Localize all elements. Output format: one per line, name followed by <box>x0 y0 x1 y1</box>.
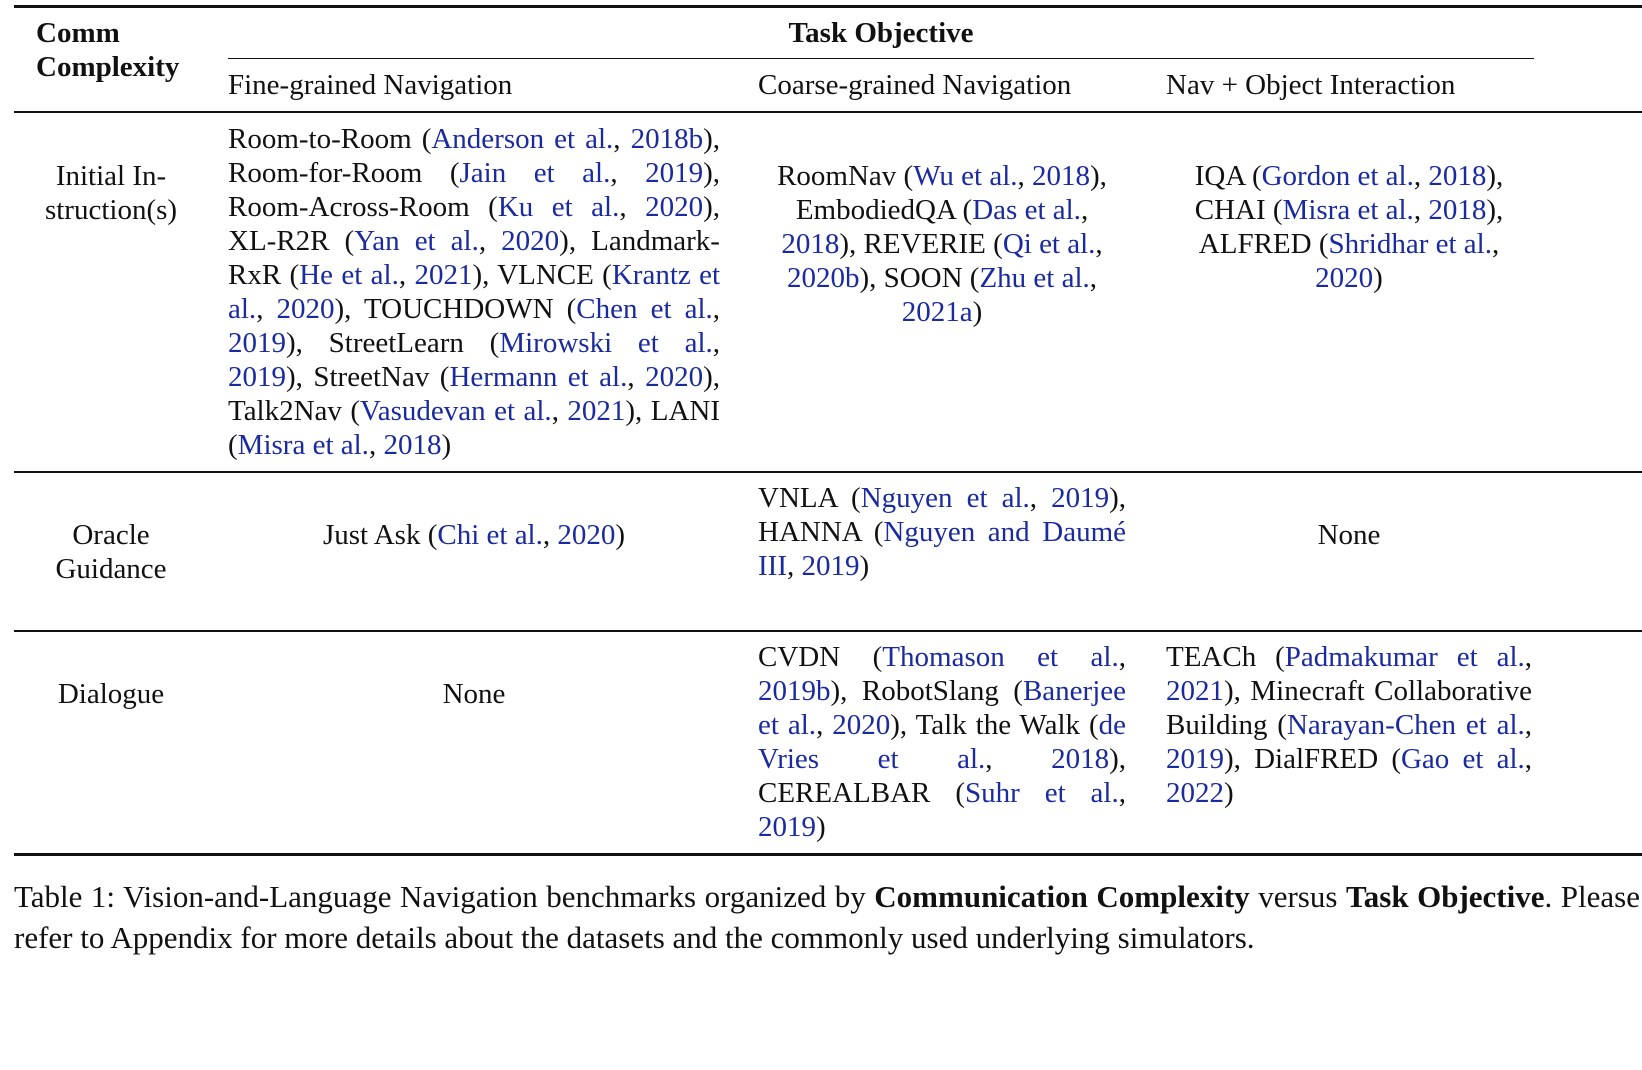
bottom-rule <box>14 853 1642 856</box>
cell-text: ) <box>1373 262 1383 294</box>
task-objective-header: Task Objective <box>788 17 974 49</box>
citation-link[interactable]: 2018 <box>1428 160 1487 192</box>
cell-text: , <box>627 361 646 393</box>
citation-link[interactable]: 2018 <box>383 429 442 461</box>
citation-link[interactable]: Nguyen and Daumé III <box>758 516 1126 582</box>
citation-link[interactable]: Qi et al. <box>1002 228 1096 260</box>
row-label-initial-instructions <box>14 159 208 227</box>
caption-text: Table 1: Vision-and-Language Navigation benchmarks organized by <box>14 879 875 914</box>
citation-link[interactable]: He et al. <box>299 259 399 291</box>
citation-link[interactable]: Nguyen et al. <box>860 482 1030 514</box>
cell-text: ), REVERIE ( <box>839 228 1003 260</box>
cell-text: , <box>1491 228 1500 260</box>
cell-text: IQA ( <box>1194 160 1262 192</box>
citation-link[interactable]: Narayan-Chen et al. <box>1286 709 1525 741</box>
column-header-fine-grained: Fine-grained Navigation <box>228 69 513 101</box>
row-label-line: Guidance <box>55 553 167 585</box>
cell-text: ), Room-Across-Room ( <box>228 157 721 223</box>
citation-link[interactable]: 2021a <box>901 296 973 328</box>
citation-link[interactable]: 2020 <box>1315 262 1374 294</box>
citation-link[interactable]: 2020 <box>645 191 704 223</box>
citation-link[interactable]: Shridhar et al. <box>1328 228 1492 260</box>
row-label-line: Dialogue <box>57 678 165 710</box>
cell-text: None <box>442 678 506 710</box>
citation-link[interactable]: Krantz et al. <box>228 259 721 325</box>
cell-text: ) <box>972 296 983 328</box>
cell-text: VNLA ( <box>758 482 861 514</box>
row-label-oracle-guidance <box>14 518 208 586</box>
cell-text: , <box>1413 160 1429 192</box>
cell-text: , <box>368 429 384 461</box>
cell-text: ), StreetLearn ( <box>286 327 500 359</box>
citation-link[interactable]: 2018 <box>1032 160 1091 192</box>
citation-link[interactable]: Chi et al. <box>437 519 543 551</box>
citation-link[interactable]: Wu et al. <box>913 160 1018 192</box>
cell-text: ), EmbodiedQA ( <box>795 160 1107 226</box>
cell-text: , <box>1118 777 1126 809</box>
group-header-underline <box>228 58 1534 59</box>
cell-text: , <box>985 743 1052 775</box>
cell-text: , <box>1524 743 1533 775</box>
cell-text: ), CHAI ( <box>1194 160 1504 226</box>
citation-link[interactable]: 2018b <box>630 123 704 155</box>
citation-link[interactable]: 2019 <box>645 157 704 189</box>
cell-text: ), HANNA ( <box>758 482 1127 548</box>
cell-text: , <box>551 395 568 427</box>
cell-text: ), StreetNav ( <box>286 361 450 393</box>
citation-link[interactable]: Jain et al. <box>459 157 611 189</box>
citation-link[interactable]: Mirowski et al. <box>499 327 713 359</box>
column-header-coarse-grained: Coarse-grained Navigation <box>758 69 1072 101</box>
citation-link[interactable]: Thomason et al. <box>882 641 1119 673</box>
citation-link[interactable]: Ku et al. <box>497 191 620 223</box>
cell-text: ), LANI ( <box>228 395 721 461</box>
column-header-object-interaction: Nav + Object Interaction <box>1166 69 1456 101</box>
cell-text: ), Talk the Walk ( <box>890 709 1099 741</box>
citation-link[interactable]: 2018 <box>781 228 840 260</box>
row-label-line: Initial In- <box>55 160 167 192</box>
cell-text: , <box>712 327 720 359</box>
cell-text: TEACh ( <box>1166 641 1285 673</box>
cell-oracle-coarse <box>758 481 1126 583</box>
cell-text: , <box>1413 194 1429 226</box>
cell-instructions-coarse <box>758 159 1126 329</box>
cell-text: , <box>613 123 631 155</box>
caption-text: . Please refer to Appendix for more details about the datasets and the commonly used underlying simulators. <box>14 879 1640 955</box>
citation-link[interactable]: Suhr et al. <box>964 777 1119 809</box>
citation-link[interactable]: 2019 <box>1051 482 1110 514</box>
citation-link[interactable]: 2020 <box>276 293 335 325</box>
cell-text: ), DialFRED ( <box>1224 743 1401 775</box>
cell-oracle-fine <box>228 518 720 552</box>
citation-link[interactable]: 2020 <box>645 361 704 393</box>
cell-text: , <box>712 293 721 325</box>
cell-text: ), Talk2Nav ( <box>228 361 720 427</box>
cell-text: , <box>1029 482 1052 514</box>
citation-link[interactable]: 2022 <box>1166 777 1224 809</box>
citation-link[interactable]: Gordon et al. <box>1261 160 1414 192</box>
citation-link[interactable]: 2021 <box>414 259 473 291</box>
citation-link[interactable]: Vasudevan et al. <box>360 395 552 427</box>
cell-text: , <box>1017 160 1033 192</box>
cell-text: , <box>1524 709 1532 741</box>
caption-emphasis: Communication Complexity <box>874 879 1250 914</box>
top-rule <box>14 5 1642 8</box>
cell-dialogue-coarse <box>758 640 1126 844</box>
citation-link[interactable]: Das et al. <box>972 194 1081 226</box>
cell-dialogue-fine <box>228 677 720 711</box>
citation-link[interactable]: 2020 <box>557 519 616 551</box>
cell-text: ), Minecraft Collaborative Building ( <box>1166 675 1532 741</box>
cell-text: ), SOON ( <box>859 262 980 294</box>
citation-link[interactable]: 2021 <box>1166 675 1224 707</box>
cell-text: , <box>786 550 802 582</box>
citation-link[interactable]: de Vries et al. <box>758 709 1126 775</box>
caption-text: versus <box>1249 879 1346 914</box>
corner-header <box>36 16 216 84</box>
citation-link[interactable]: 2020 <box>832 709 891 741</box>
cell-text: ) <box>615 519 626 551</box>
citation-link[interactable]: Yan et al. <box>354 225 479 257</box>
cell-text: , <box>256 293 277 325</box>
cell-text: , <box>1080 194 1089 226</box>
cell-text: , <box>619 191 646 223</box>
citation-link[interactable]: 2021 <box>567 395 626 427</box>
cell-text: ) <box>441 429 452 461</box>
cell-text: ) <box>859 550 870 582</box>
cell-text: ), RobotSlang ( <box>830 675 1023 707</box>
citation-link[interactable]: 2019 <box>758 811 816 843</box>
cell-text: , <box>398 259 415 291</box>
cell-instructions-object <box>1166 159 1532 295</box>
caption-emphasis: Task Objective <box>1345 879 1545 914</box>
citation-link[interactable]: 2019 <box>228 327 286 359</box>
citation-link[interactable]: 2019 <box>801 550 860 582</box>
cell-text: CVDN ( <box>758 641 883 673</box>
cell-text: , <box>1118 641 1126 673</box>
citation-link[interactable]: Zhu et al. <box>979 262 1090 294</box>
cell-text: Just Ask ( <box>322 519 438 551</box>
row-separator-2 <box>14 630 1642 632</box>
citation-link[interactable]: Misra et al. <box>1282 194 1414 226</box>
cell-text: ), XL-R2R ( <box>228 191 720 257</box>
citation-link[interactable]: Gao et al. <box>1400 743 1525 775</box>
citation-link[interactable]: Chen et al. <box>576 293 713 325</box>
cell-oracle-object <box>1166 518 1532 552</box>
citation-link[interactable]: 2019 <box>1166 743 1224 775</box>
row-label-line: Oracle <box>72 519 150 551</box>
cell-text: ), ALFRED ( <box>1198 194 1504 260</box>
header-bottom-rule <box>14 111 1642 113</box>
citation-link[interactable]: 2020 <box>501 225 560 257</box>
cell-text: ), CEREALBAR ( <box>758 743 1126 809</box>
cell-dialogue-object <box>1166 640 1532 810</box>
row-label-line: struction(s) <box>44 194 178 226</box>
cell-text: , <box>610 157 646 189</box>
row-separator-1 <box>14 471 1642 473</box>
citation-link[interactable]: 2018 <box>1051 743 1110 775</box>
citation-link[interactable]: 2019 <box>228 361 286 393</box>
cell-text: ), VLNCE ( <box>472 259 612 291</box>
row-label-dialogue <box>14 677 208 711</box>
citation-link[interactable]: Misra et al. <box>237 429 369 461</box>
cell-text: RoomNav ( <box>777 160 914 192</box>
citation-link[interactable]: 2019b <box>758 675 831 707</box>
cell-text: Room-to-Room ( <box>228 123 432 155</box>
cell-instructions-fine <box>228 122 720 462</box>
citation-link[interactable]: Padmakumar et al. <box>1284 641 1525 673</box>
citation-link[interactable]: Anderson et al. <box>431 123 614 155</box>
corner-header-line-1: Comm <box>36 17 120 49</box>
cell-text: , <box>1524 641 1533 673</box>
cell-text: ) <box>816 811 826 843</box>
citation-link[interactable]: Banerjee et al. <box>758 675 1126 741</box>
citation-link[interactable]: 2020b <box>786 262 860 294</box>
citation-link[interactable]: Hermann et al. <box>449 361 628 393</box>
cell-text: ) <box>1224 777 1234 809</box>
cell-text: , <box>542 519 558 551</box>
corner-header-line-2: Complexity <box>36 51 180 83</box>
citation-link[interactable]: 2018 <box>1428 194 1487 226</box>
cell-text: None <box>1317 519 1381 551</box>
cell-text: ), TOUCHDOWN ( <box>334 293 577 325</box>
cell-text: ), Landmark-RxR ( <box>228 225 720 291</box>
cell-text: , <box>816 709 833 741</box>
cell-text: , <box>1089 262 1098 294</box>
cell-text: , <box>1095 228 1103 260</box>
table-caption <box>14 876 1640 958</box>
cell-text: , <box>478 225 502 257</box>
cell-text: ), Room-for-Room ( <box>228 123 720 189</box>
